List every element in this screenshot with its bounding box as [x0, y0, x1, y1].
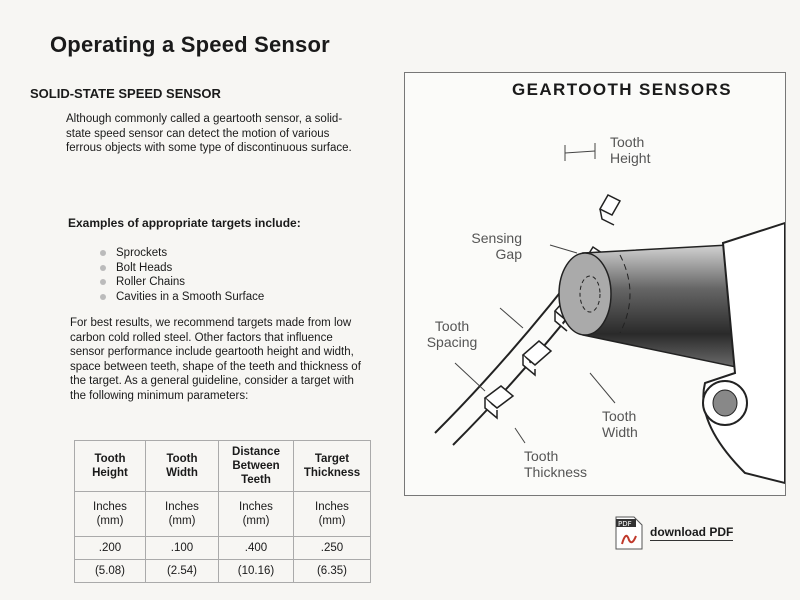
header-line: Thickness	[303, 467, 361, 479]
geartooth-diagram	[405, 73, 785, 495]
label-line: Tooth	[610, 134, 645, 150]
units-cell	[146, 492, 219, 537]
geartooth-figure	[404, 72, 786, 496]
list-item: Roller Chains	[100, 275, 264, 290]
inches-cell: .250	[294, 537, 371, 560]
header-line: Tooth	[166, 453, 198, 465]
units-cell	[75, 492, 146, 537]
list-item: Cavities in a Smooth Surface	[100, 290, 264, 305]
table-row	[75, 537, 371, 560]
label-line: Spacing	[426, 334, 478, 350]
label-line: Tooth	[524, 448, 559, 464]
label-line: Width	[602, 424, 638, 440]
mm-cell: (5.08)	[75, 560, 146, 583]
header-line: Width	[166, 467, 198, 479]
download-pdf-label: download PDF	[650, 525, 734, 539]
label-line: Tooth	[602, 408, 637, 424]
svg-text:PDF: PDF	[618, 520, 632, 528]
examples-list	[100, 246, 264, 304]
units-line: Inches	[93, 501, 127, 513]
header-tooth-height	[75, 441, 146, 492]
label-tooth-height	[610, 134, 650, 166]
header-tooth-width	[146, 441, 219, 492]
list-item: Bolt Heads	[100, 261, 264, 276]
label-tooth-width	[602, 408, 638, 440]
inches-cell: .100	[146, 537, 219, 560]
header-line: Teeth	[241, 474, 271, 486]
mm-cell: (10.16)	[219, 560, 294, 583]
label-line: Thickness	[524, 464, 588, 480]
units-line: (mm)	[318, 515, 346, 527]
table-row	[75, 492, 371, 537]
pdf-icon	[614, 516, 644, 550]
table-row	[75, 560, 371, 583]
units-line: (mm)	[168, 515, 196, 527]
label-line: Gap	[495, 246, 522, 262]
page-title: Operating a Speed Sensor	[50, 32, 330, 57]
parameters-table	[74, 440, 371, 583]
units-cell	[219, 492, 294, 537]
inches-cell: .200	[75, 537, 146, 560]
units-line: (mm)	[242, 515, 270, 527]
header-distance-between-teeth	[219, 441, 294, 492]
units-cell	[294, 492, 371, 537]
intro-paragraph: Although commonly called a geartooth sensor, a solid-state speed sensor can detect the motion of various ferrous objects with some type of discontinuous surface.	[66, 113, 352, 154]
header-line: Between	[232, 460, 280, 472]
list-item: Sprockets	[100, 246, 264, 261]
label-line: Height	[610, 150, 651, 166]
label-tooth-thickness	[524, 448, 587, 480]
section-title: SOLID-STATE SPEED SENSOR	[30, 86, 221, 101]
header-line: Height	[92, 467, 128, 479]
header-line: Target	[314, 453, 350, 465]
body-paragraph: For best results, we recommend targets made from low carbon cold rolled steel. Other factors that influence sensor performance include geartooth height and width, space between teeth, shape of the teeth and thickness of the target. As a general guideline, consider a target with the following minimum parameters:	[70, 317, 361, 402]
header-line: Tooth	[94, 453, 126, 465]
header-target-thickness	[294, 441, 371, 492]
units-line: Inches	[165, 501, 199, 513]
units-line: Inches	[239, 501, 273, 513]
label-line: Tooth	[434, 318, 470, 334]
mm-cell: (6.35)	[294, 560, 371, 583]
header-line: Distance	[232, 446, 280, 458]
download-pdf-link[interactable]	[614, 516, 733, 550]
examples-title: Examples of appropriate targets include:	[68, 216, 301, 230]
table-header-row	[75, 441, 371, 492]
label-tooth-spacing	[422, 318, 482, 350]
figure-title: GEARTOOTH SENSORS	[512, 80, 732, 99]
label-line: Sensing	[471, 230, 522, 246]
inches-cell: .400	[219, 537, 294, 560]
units-line: Inches	[315, 501, 349, 513]
label-sensing-gap	[460, 230, 522, 262]
mm-cell: (2.54)	[146, 560, 219, 583]
units-line: (mm)	[96, 515, 124, 527]
